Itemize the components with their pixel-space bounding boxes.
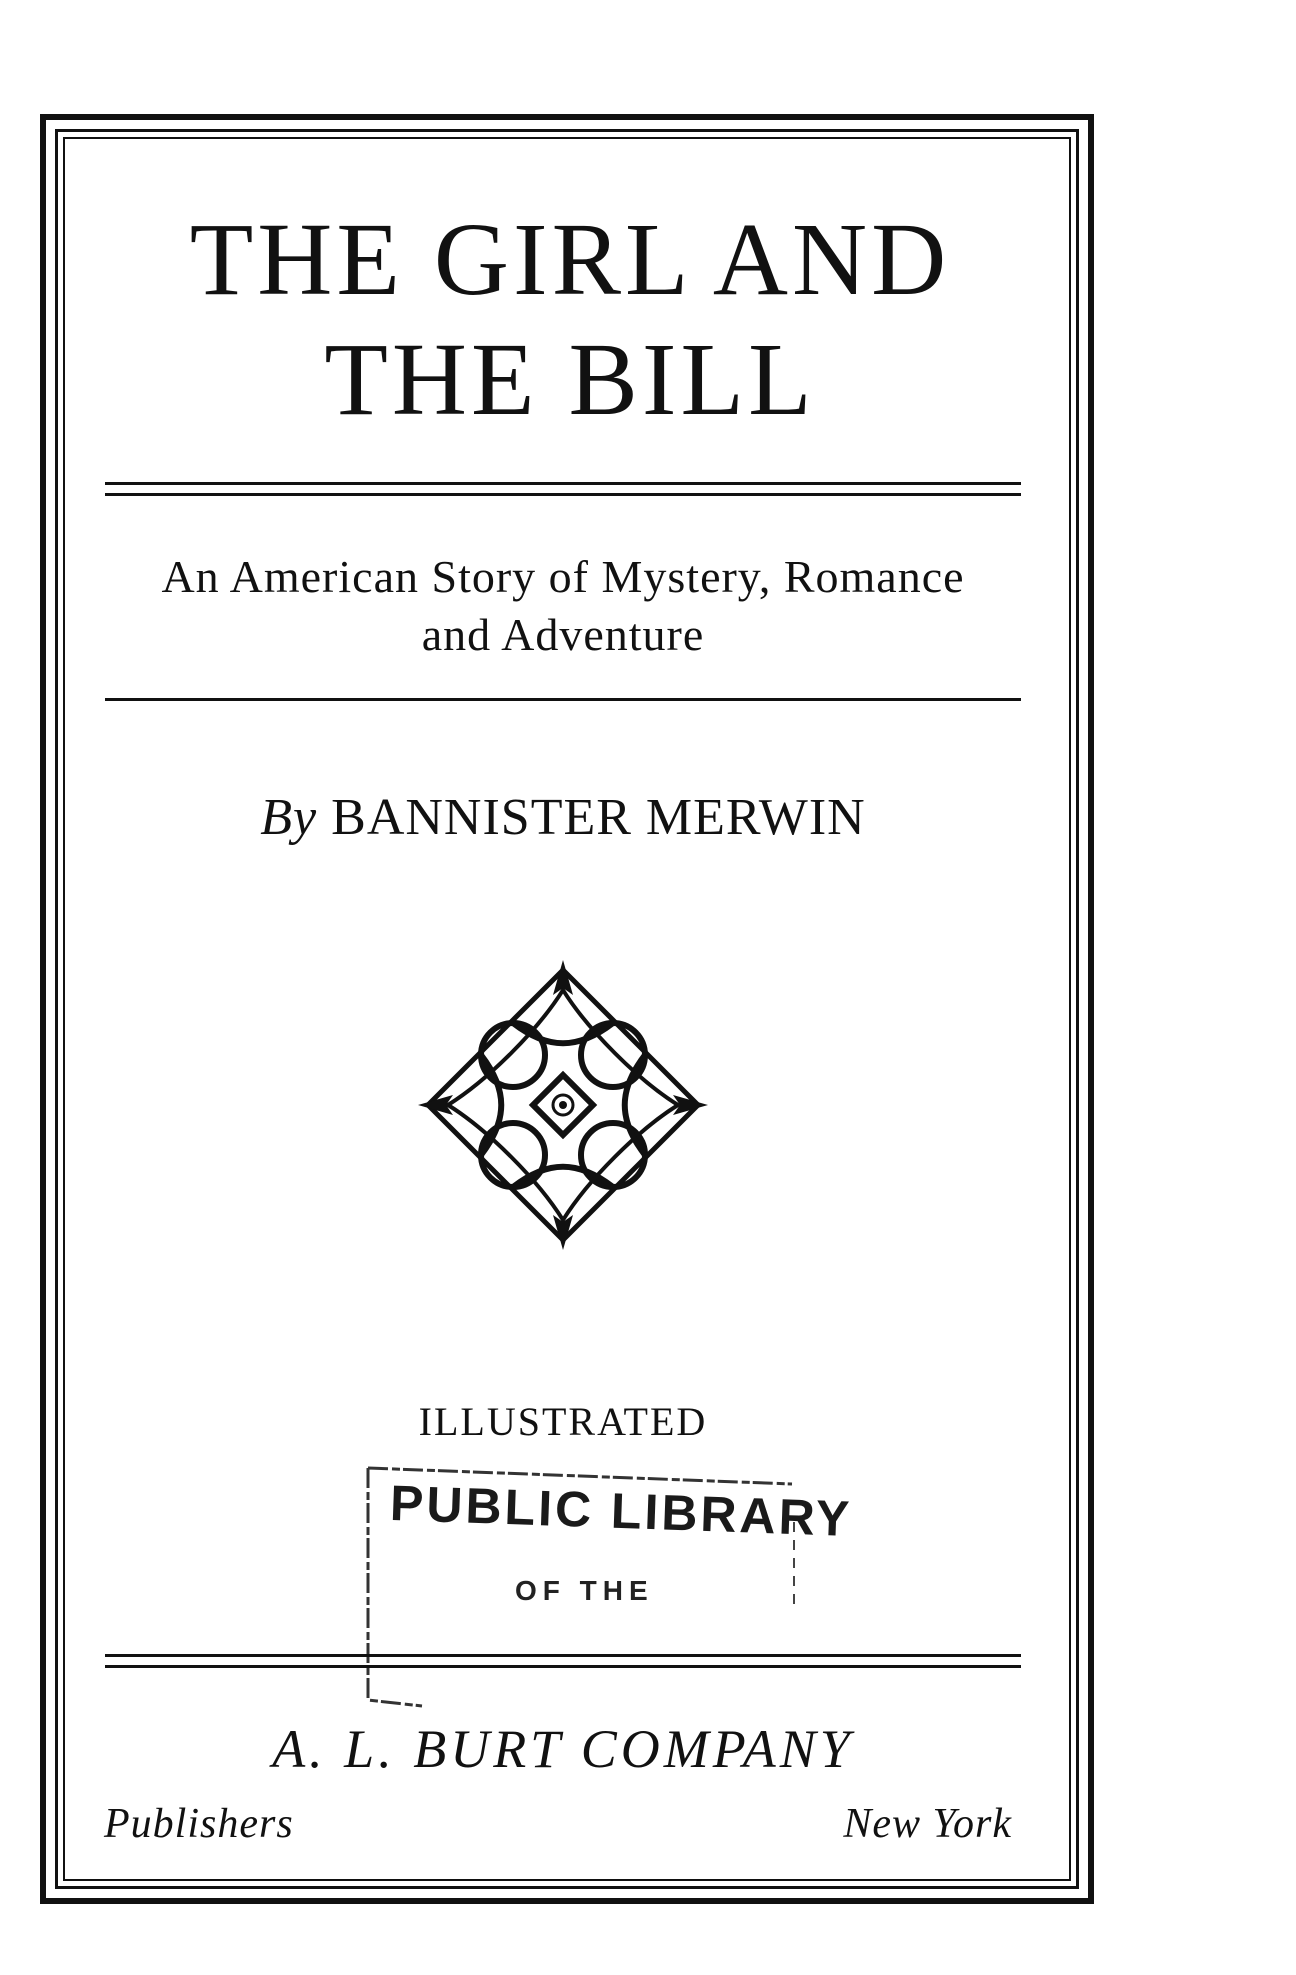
title-line-1: THE GIRL AND bbox=[189, 202, 951, 317]
publisher-city: New York bbox=[843, 1801, 1012, 1847]
illustrated-label: ILLUSTRATED bbox=[418, 1399, 708, 1444]
title-line-2: THE BILL bbox=[324, 322, 816, 437]
stamp-text-of-the: OF THE bbox=[515, 1575, 654, 1606]
double-rule-top bbox=[105, 482, 1021, 496]
author-name: BANNISTER MERWIN bbox=[331, 789, 866, 846]
publisher-name: A. L. BURT COMPANY bbox=[272, 1719, 854, 1779]
subtitle-line-2: and Adventure bbox=[421, 609, 705, 660]
double-rule-bottom bbox=[105, 1654, 1021, 1668]
subtitle-line-1: An American Story of Mystery, Romance bbox=[161, 551, 965, 602]
celtic-knot-cross-ornament-icon bbox=[418, 960, 708, 1250]
author-prefix: By bbox=[260, 789, 318, 846]
author-line bbox=[90, 788, 1036, 847]
publisher-role: Publishers bbox=[104, 1801, 294, 1847]
stamp-text-public-library: PUBLIC LIBRARY bbox=[389, 1474, 854, 1548]
single-rule bbox=[105, 698, 1021, 701]
